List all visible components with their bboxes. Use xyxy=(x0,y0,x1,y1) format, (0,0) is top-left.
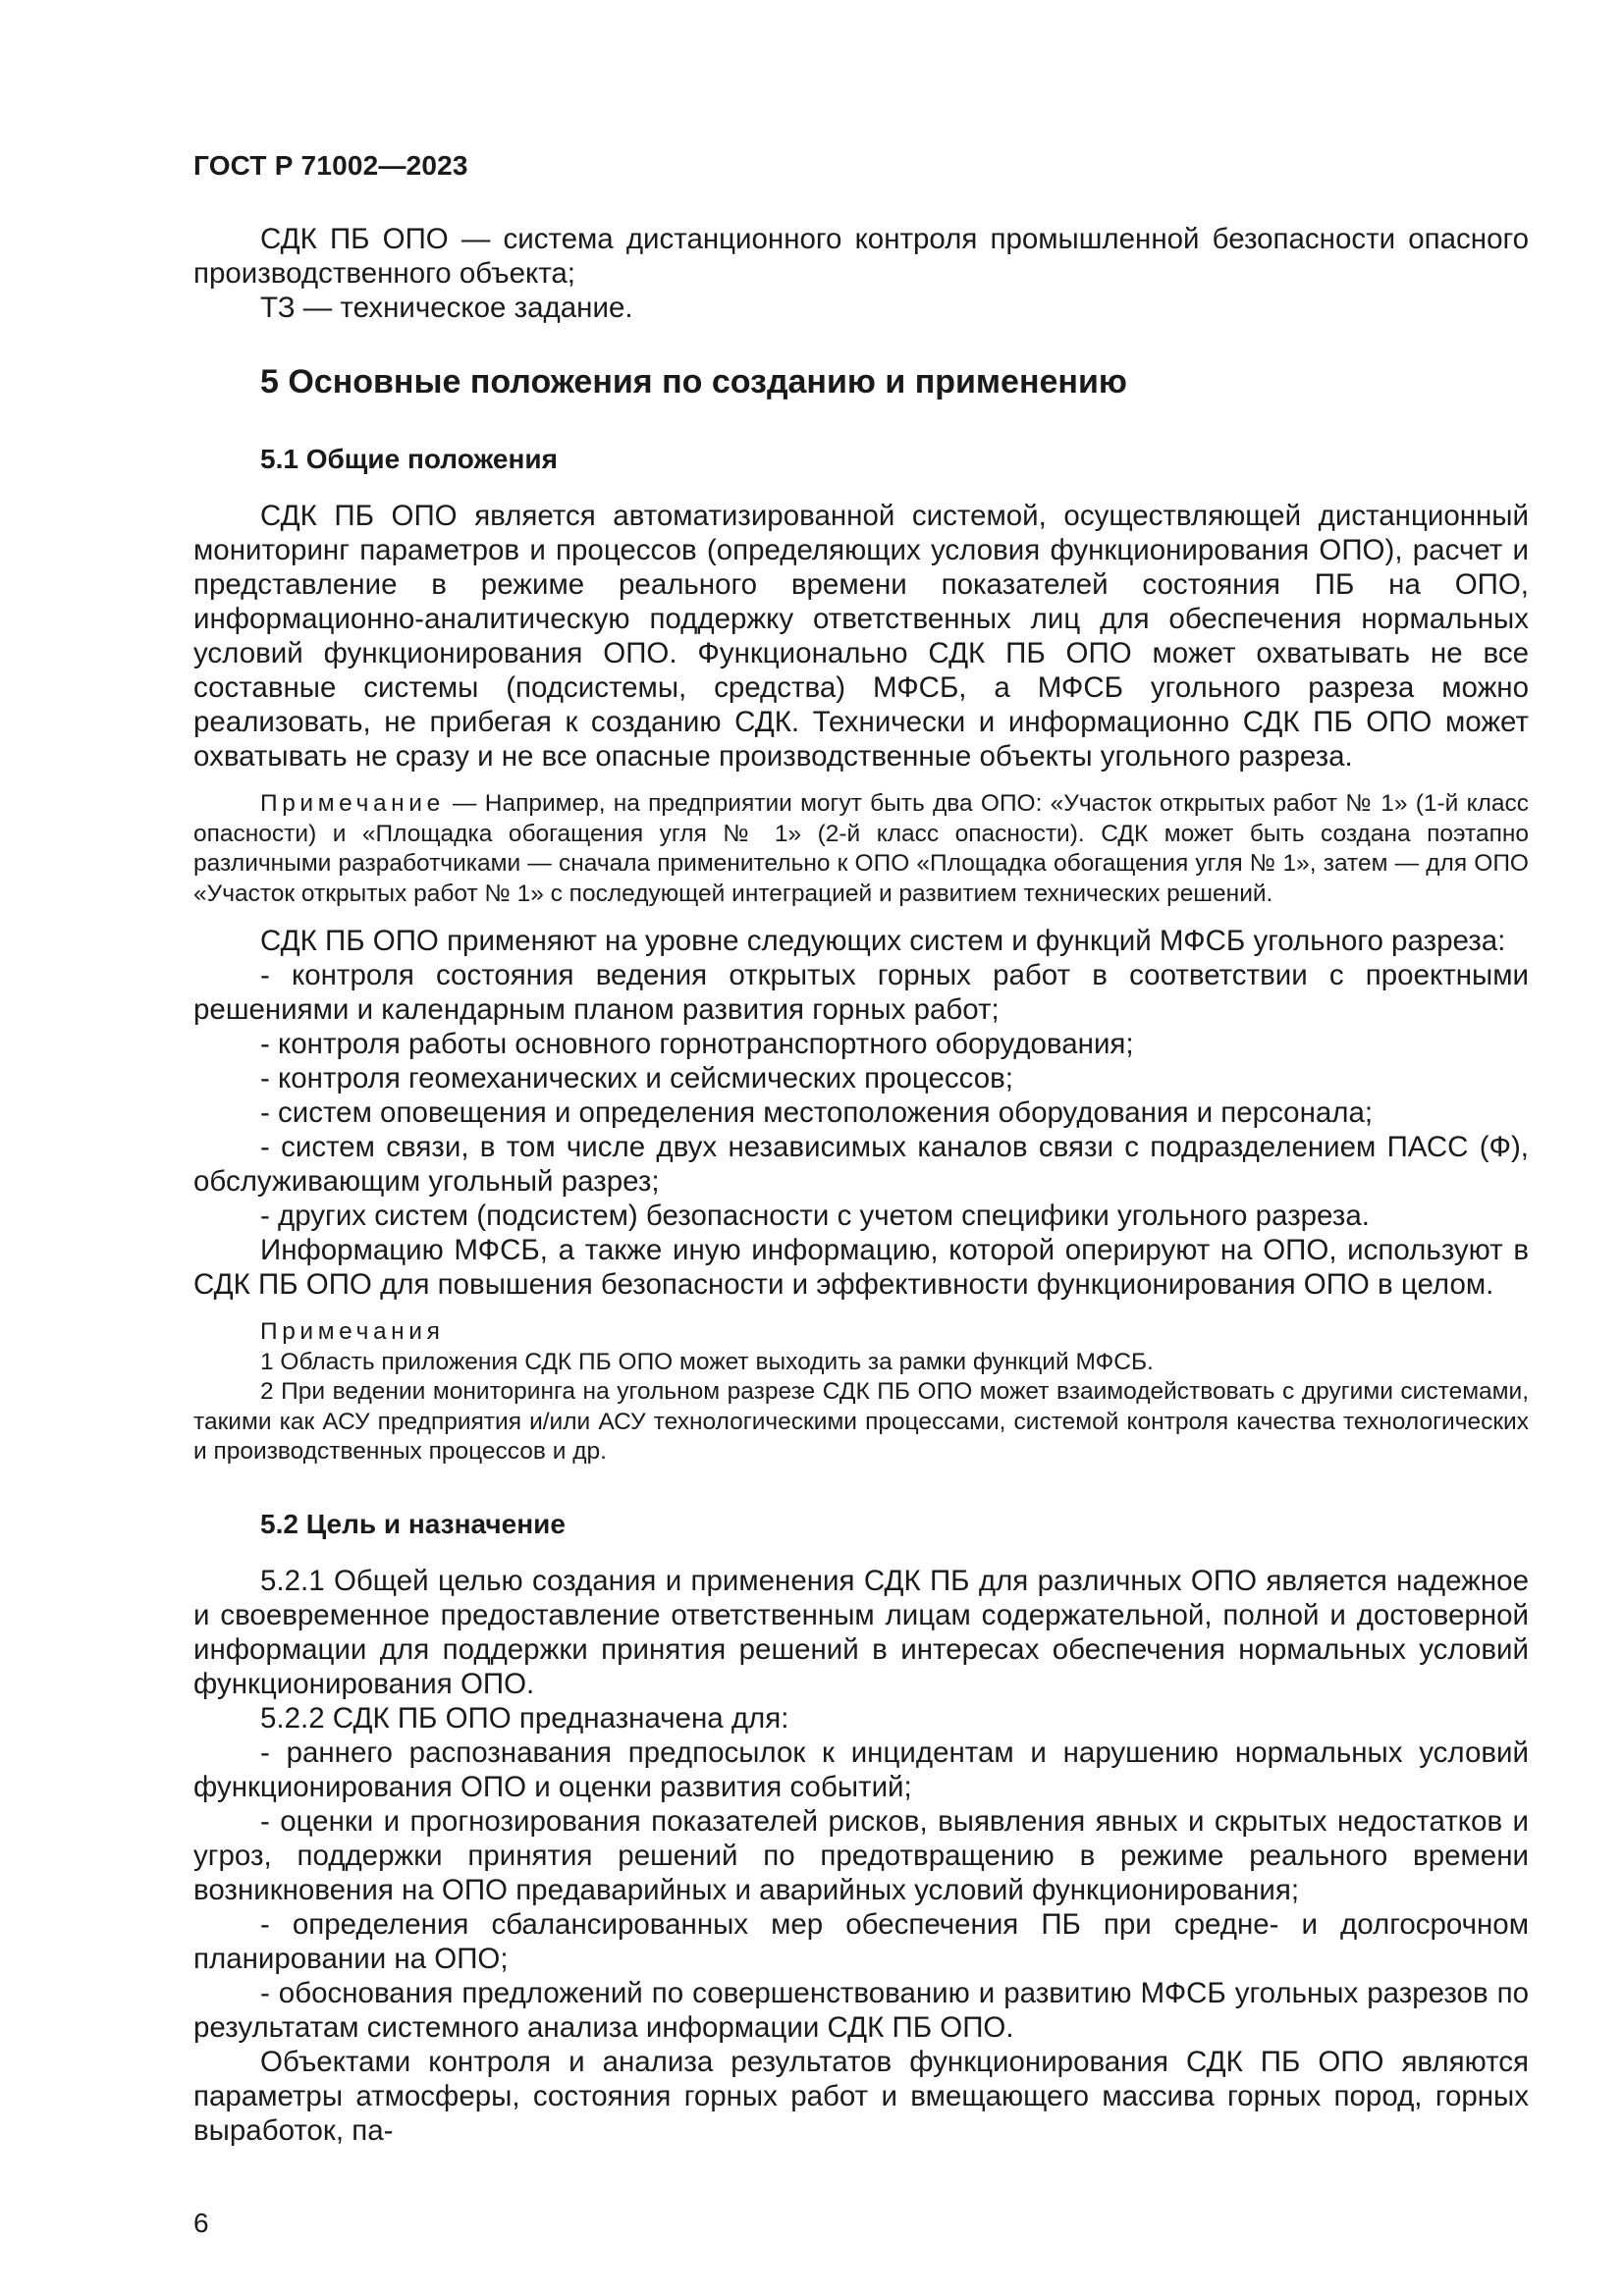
section-5-1-paragraph-3: Информацию МФСБ, а также иную информацию, которой оперируют на ОПО, используют в СДК ПБ ОПО для повышения безопасности и эффективности функционирования ОПО в целом. xyxy=(193,1234,1529,1301)
clause-5-2-2: 5.2.2 СДК ПБ ОПО предназначена для: xyxy=(260,1701,789,1735)
section-5-title: 5 Основные положения по созданию и применению xyxy=(260,363,1127,400)
list-item: - контроля работы основного горнотранспортного оборудования; xyxy=(260,1028,1134,1060)
list-item: - систем оповещения и определения местоположения оборудования и персонала; xyxy=(260,1096,1374,1129)
list-item: - контроля геомеханических и сейсмических процессов; xyxy=(260,1062,1013,1095)
page-content xyxy=(193,222,1529,2148)
section-5-1-paragraph-1: СДК ПБ ОПО является автоматизированной системой, осуществляющей дистанционный мониторинг параметров и процессов (определяющих условия функционирования ОПО), расчет и представление в режиме реального времени показателей состояния ПБ на ОПО, информационно-аналитическую поддержку ответственных лиц для обеспечения нормальных условий функционирования ОПО. Функционально СДК ПБ ОПО может охватывать не все составные системы (подсистемы, средства) МФСБ, а МФСБ угольного разреза можно реализовать, не прибегая к созданию СДК. Технически и информационно СДК ПБ ОПО может охватывать не сразу и не все опасные производственные объекты угольного разреза. xyxy=(193,500,1529,773)
list-item: - оценки и прогнозирования показателей рисков, выявления явных и скрытых недостатков и угроз, поддержки принятия решений по предотвращению в режиме реального времени возникновения на ОПО предаварийных и аварийных условий функционирования; xyxy=(193,1804,1529,1906)
list-item: - обоснования предложений по совершенствованию и развитию МФСБ угольных разрезов по результатам системного анализа информации СДК ПБ ОПО. xyxy=(193,1976,1529,2044)
document-page xyxy=(193,0,1529,2296)
clause-5-2-1: 5.2.1 Общей целью создания и применения СДК ПБ для различных ОПО является надежное и своевременное предоставление ответственным лицам содержательной, полной и достоверной информации для поддержки принятия решений в интересах обеспечения нормальных условий функционирования ОПО. xyxy=(193,1564,1529,1700)
section-5-1-paragraph-2: СДК ПБ ОПО применяют на уровне следующих систем и функций МФСБ угольного разреза: xyxy=(260,925,1506,957)
list-item: - раннего распознавания предпосылок к инцидентам и нарушению нормальных условий функционирования ОПО и оценки развития событий; xyxy=(193,1735,1529,1803)
notes-label-text: Примечания xyxy=(260,1318,445,1345)
note-item: 1 Область приложения СДК ПБ ОПО может выходить за рамки функций МФСБ. xyxy=(260,1348,1154,1375)
page-number: 6 xyxy=(193,2208,209,2238)
section-5-2-title: 5.2 Цель и назначение xyxy=(260,1508,566,1539)
list-item: - других систем (подсистем) безопасности с учетом специфики угольного разреза. xyxy=(260,1200,1370,1232)
note-item: 2 При ведении мониторинга на угольном разрезе СДК ПБ ОПО может взаимодействовать с другими системами, такими как АСУ предприятия и/или АСУ технологическими процессами, системой контроля качества технологических и производственных процессов и др. xyxy=(193,1378,1529,1465)
section-5-2-paragraph-objects: Объектами контроля и анализа результатов функционирования СДК ПБ ОПО являются параметры атмосферы, состояния горных работ и вмещающего массива горных пород, горных выработок, па- xyxy=(193,2045,1529,2147)
list-item: - систем связи, в том числе двух независимых каналов связи с подразделением ПАСС (Ф), обслуживающим угольный разрез; xyxy=(193,1131,1529,1198)
note-label: Примечание xyxy=(260,790,445,817)
note-example xyxy=(193,789,1529,909)
abbreviation-tz: ТЗ — техническое задание. xyxy=(260,292,633,324)
section-5-1-title: 5.1 Общие положения xyxy=(260,444,558,474)
standard-code-header: ГОСТ Р 71002—2023 xyxy=(193,150,468,181)
notes-label xyxy=(193,1317,1529,1348)
list-item: - определения сбалансированных мер обеспечения ПБ при средне- и долгосрочном планировании на ОПО; xyxy=(193,1907,1529,1975)
abbreviation-sdk: СДК ПБ ОПО — система дистанционного контроля промышленной безопасности опасного производственного объекта; xyxy=(193,223,1529,290)
list-item: - контроля состояния ведения открытых горных работ в соответствии с проектными решениями и календарным планом развития горных работ; xyxy=(193,959,1529,1026)
note-text: — Например, на предприятии могут быть два ОПО: «Участок открытых работ № 1» (1-й класс опасности) и «Площадка обогащения угля № 1» (2-й класс опасности). СДК может быть создана поэтапно различными разработчиками — сначала применительно к ОПО «Площадка обогащения угля № 1», затем — для ОПО «Участок открытых работ № 1» с последующей интеграцией и развитием технических решений. xyxy=(193,790,1529,907)
